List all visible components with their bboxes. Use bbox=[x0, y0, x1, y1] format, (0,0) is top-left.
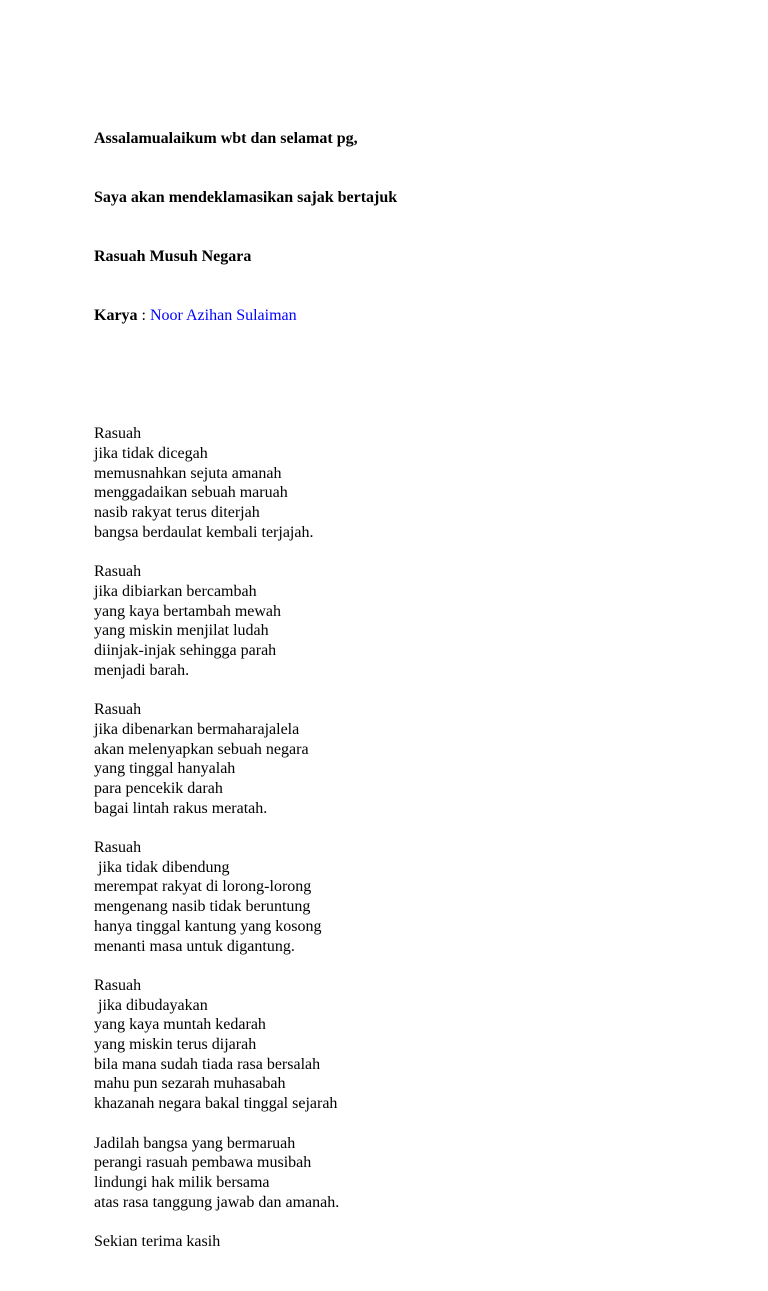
poem-line: menggadaikan sebuah maruah bbox=[94, 484, 288, 502]
poem-line: memusnahkan sejuta amanah bbox=[94, 464, 282, 482]
author-line bbox=[94, 306, 397, 326]
poem-title: Rasuah Musuh Negara bbox=[94, 248, 252, 266]
poem-line: yang tinggal hanyalah bbox=[94, 760, 236, 778]
poem-line: khazanah negara bakal tinggal sejarah bbox=[94, 1095, 338, 1113]
poem-stanzas bbox=[94, 424, 397, 1251]
poem-line: Rasuah bbox=[94, 425, 142, 443]
author-separator: : bbox=[137, 307, 150, 325]
poem-stanza bbox=[94, 562, 397, 680]
poem-stanza bbox=[94, 976, 397, 1114]
poem-line: jika tidak dicegah bbox=[94, 445, 208, 463]
intro-line: Saya akan mendeklamasikan sajak bertajuk bbox=[94, 188, 398, 206]
author-name: Noor Azihan Sulaiman bbox=[150, 307, 297, 325]
poem-line: menjadi barah. bbox=[94, 661, 190, 679]
poem-line: akan melenyapkan sebuah negara bbox=[94, 740, 309, 758]
author-label: Karya bbox=[94, 307, 138, 325]
poem-line: bagai lintah rakus meratah. bbox=[94, 799, 268, 817]
greeting-line: Assalamualaikum wbt dan selamat pg, bbox=[94, 129, 358, 147]
poem-line: yang kaya bertambah mewah bbox=[94, 602, 282, 620]
poem-line: menanti masa untuk digantung. bbox=[94, 937, 295, 955]
poem-line: yang miskin menjilat ludah bbox=[94, 622, 269, 640]
poem-line: mengenang nasib tidak beruntung bbox=[94, 898, 311, 916]
poem-stanza bbox=[94, 1134, 397, 1213]
poem-line: perangi rasuah pembawa musibah bbox=[94, 1154, 312, 1172]
poem-line: Rasuah bbox=[94, 563, 142, 581]
poem-line: yang kaya muntah kedarah bbox=[94, 1016, 266, 1034]
poem-stanza bbox=[94, 424, 397, 542]
poem-line: diinjak-injak sehingga parah bbox=[94, 642, 277, 660]
header-block bbox=[94, 89, 397, 365]
poem-line: Rasuah bbox=[94, 701, 142, 719]
poem-line: nasib rakyat terus diterjah bbox=[94, 504, 260, 522]
poem-line: bangsa berdaulat kembali terjajah. bbox=[94, 523, 314, 541]
poem-line: jika tidak dibendung bbox=[94, 858, 230, 876]
poem-line: Jadilah bangsa yang bermaruah bbox=[94, 1134, 296, 1152]
poem-line: jika dibenarkan bermaharajalela bbox=[94, 720, 300, 738]
poem-line: bila mana sudah tiada rasa bersalah bbox=[94, 1055, 321, 1073]
poem-stanza bbox=[94, 700, 397, 818]
poem-line: jika dibudayakan bbox=[94, 996, 208, 1014]
poem-stanza bbox=[94, 838, 397, 956]
poem-line: para pencekik darah bbox=[94, 779, 223, 797]
poem-stanza bbox=[94, 1232, 397, 1252]
poem-line: hanya tinggal kantung yang kosong bbox=[94, 917, 322, 935]
poem-line: mahu pun sezarah muhasabah bbox=[94, 1075, 286, 1093]
poem-line: lindungi hak milik bersama bbox=[94, 1173, 270, 1191]
poem-line: atas rasa tanggung jawab dan amanah. bbox=[94, 1193, 340, 1211]
poem-line: jika dibiarkan bercambah bbox=[94, 582, 257, 600]
poem-line: Sekian terima kasih bbox=[94, 1233, 221, 1251]
document-body bbox=[94, 50, 397, 1291]
poem-line: yang miskin terus dijarah bbox=[94, 1036, 257, 1054]
poem-line: Rasuah bbox=[94, 976, 142, 994]
poem-line: merempat rakyat di lorong-lorong bbox=[94, 878, 312, 896]
poem-line: Rasuah bbox=[94, 839, 142, 857]
